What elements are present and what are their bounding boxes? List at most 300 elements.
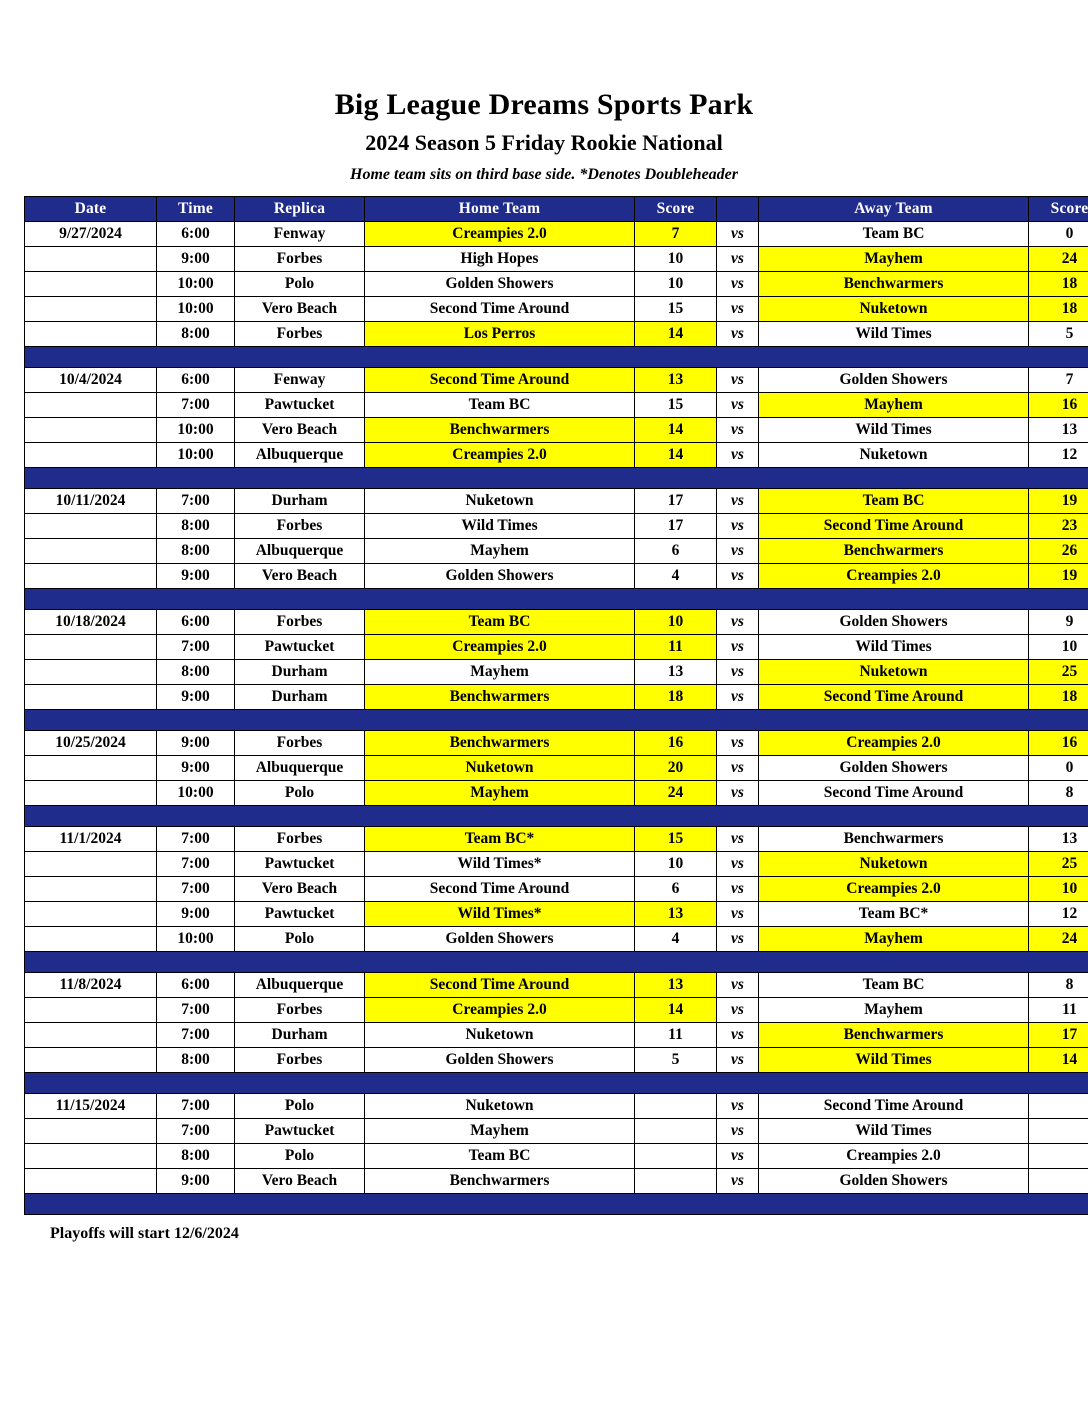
cell-away-team: Team BC [759, 222, 1029, 247]
table-row [25, 418, 1088, 443]
cell-away-team: Wild Times [759, 418, 1029, 443]
cell-away-team: Second Time Around [759, 514, 1029, 539]
cell-home-score: 11 [635, 1023, 717, 1048]
cell-date [25, 781, 157, 806]
cell-date: 11/15/2024 [25, 1094, 157, 1119]
table-row [25, 756, 1088, 781]
table-spacer-row [25, 1194, 1088, 1215]
cell-home-score: 10 [635, 247, 717, 272]
cell-replica: Vero Beach [235, 418, 365, 443]
cell-home-score: 13 [635, 902, 717, 927]
cell-home-team: Second Time Around [365, 973, 635, 998]
cell-away-team: Wild Times [759, 635, 1029, 660]
cell-home-score: 16 [635, 731, 717, 756]
cell-home-team: Team BC* [365, 827, 635, 852]
cell-vs: vs [717, 731, 759, 756]
cell-replica: Pawtucket [235, 902, 365, 927]
spacer-cell [25, 806, 1088, 827]
cell-home-score: 4 [635, 564, 717, 589]
cell-away-team: Golden Showers [759, 756, 1029, 781]
cell-home-score: 6 [635, 877, 717, 902]
cell-home-score: 13 [635, 973, 717, 998]
cell-replica: Albuquerque [235, 973, 365, 998]
cell-date [25, 247, 157, 272]
cell-home-score: 10 [635, 272, 717, 297]
table-row [25, 297, 1088, 322]
table-row [25, 973, 1088, 998]
cell-date [25, 443, 157, 468]
table-row [25, 927, 1088, 952]
table-row [25, 1119, 1088, 1144]
cell-away-team: Team BC [759, 489, 1029, 514]
table-row [25, 1048, 1088, 1073]
cell-date [25, 998, 157, 1023]
cell-time: 9:00 [157, 1169, 235, 1194]
cell-away-team: Benchwarmers [759, 1023, 1029, 1048]
cell-date [25, 564, 157, 589]
cell-away-team: Wild Times [759, 1119, 1029, 1144]
page-subtitle: 2024 Season 5 Friday Rookie National [365, 130, 723, 155]
cell-away-team: Second Time Around [759, 1094, 1029, 1119]
cell-away-score: 18 [1029, 297, 1088, 322]
cell-away-score: 17 [1029, 1023, 1088, 1048]
cell-replica: Polo [235, 272, 365, 297]
cell-away-score: 25 [1029, 852, 1088, 877]
cell-vs: vs [717, 998, 759, 1023]
cell-time: 8:00 [157, 322, 235, 347]
cell-home-score: 14 [635, 418, 717, 443]
cell-home-team: Creampies 2.0 [365, 443, 635, 468]
cell-time: 7:00 [157, 1023, 235, 1048]
cell-away-team: Creampies 2.0 [759, 1144, 1029, 1169]
table-spacer-row [25, 468, 1088, 489]
cell-vs: vs [717, 564, 759, 589]
cell-replica: Pawtucket [235, 1119, 365, 1144]
cell-away-team: Second Time Around [759, 781, 1029, 806]
column-header-date: Date [25, 197, 157, 222]
table-row [25, 877, 1088, 902]
cell-home-score: 15 [635, 297, 717, 322]
cell-away-score [1029, 1169, 1088, 1194]
table-row [25, 222, 1088, 247]
cell-home-score: 20 [635, 756, 717, 781]
cell-replica: Forbes [235, 610, 365, 635]
cell-away-score: 0 [1029, 756, 1088, 781]
cell-replica: Albuquerque [235, 756, 365, 781]
table-row [25, 322, 1088, 347]
cell-time: 7:00 [157, 635, 235, 660]
cell-home-score: 15 [635, 827, 717, 852]
cell-time: 10:00 [157, 927, 235, 952]
cell-time: 7:00 [157, 1094, 235, 1119]
cell-away-score: 19 [1029, 564, 1088, 589]
cell-time: 9:00 [157, 564, 235, 589]
cell-home-score: 6 [635, 539, 717, 564]
cell-home-team: Second Time Around [365, 877, 635, 902]
cell-away-score: 25 [1029, 660, 1088, 685]
table-row [25, 247, 1088, 272]
cell-away-team: Wild Times [759, 1048, 1029, 1073]
cell-replica: Durham [235, 489, 365, 514]
cell-vs: vs [717, 927, 759, 952]
cell-home-team: Second Time Around [365, 297, 635, 322]
table-row [25, 852, 1088, 877]
cell-away-score: 24 [1029, 927, 1088, 952]
cell-vs: vs [717, 1048, 759, 1073]
cell-away-team: Golden Showers [759, 368, 1029, 393]
cell-vs: vs [717, 902, 759, 927]
cell-home-score [635, 1169, 717, 1194]
cell-home-team: Nuketown [365, 1023, 635, 1048]
cell-vs: vs [717, 635, 759, 660]
cell-home-team: Benchwarmers [365, 685, 635, 710]
cell-home-score: 11 [635, 635, 717, 660]
cell-vs: vs [717, 1094, 759, 1119]
cell-home-score: 13 [635, 660, 717, 685]
cell-date [25, 877, 157, 902]
cell-away-score: 5 [1029, 322, 1088, 347]
cell-time: 6:00 [157, 973, 235, 998]
cell-home-team: Creampies 2.0 [365, 635, 635, 660]
cell-replica: Forbes [235, 1048, 365, 1073]
table-row [25, 1144, 1088, 1169]
cell-vs: vs [717, 297, 759, 322]
cell-replica: Fenway [235, 368, 365, 393]
cell-vs: vs [717, 443, 759, 468]
cell-away-score [1029, 1144, 1088, 1169]
cell-away-team: Benchwarmers [759, 827, 1029, 852]
cell-away-team: Mayhem [759, 998, 1029, 1023]
cell-vs: vs [717, 322, 759, 347]
cell-away-score: 18 [1029, 685, 1088, 710]
cell-home-team: Team BC [365, 1144, 635, 1169]
cell-date [25, 418, 157, 443]
cell-home-team: Mayhem [365, 1119, 635, 1144]
cell-home-team: Golden Showers [365, 564, 635, 589]
spacer-cell [25, 710, 1088, 731]
cell-vs: vs [717, 514, 759, 539]
cell-replica: Durham [235, 685, 365, 710]
cell-home-team: Wild Times* [365, 902, 635, 927]
cell-home-team: Wild Times [365, 514, 635, 539]
cell-time: 6:00 [157, 222, 235, 247]
cell-date [25, 1144, 157, 1169]
cell-away-team: Second Time Around [759, 685, 1029, 710]
cell-home-team: Golden Showers [365, 1048, 635, 1073]
cell-home-team: Benchwarmers [365, 418, 635, 443]
cell-time: 8:00 [157, 1144, 235, 1169]
cell-replica: Fenway [235, 222, 365, 247]
cell-replica: Forbes [235, 247, 365, 272]
cell-replica: Albuquerque [235, 539, 365, 564]
table-row [25, 1094, 1088, 1119]
cell-date [25, 272, 157, 297]
cell-date [25, 1023, 157, 1048]
cell-time: 7:00 [157, 1119, 235, 1144]
cell-replica: Polo [235, 1144, 365, 1169]
cell-replica: Vero Beach [235, 297, 365, 322]
cell-away-score: 23 [1029, 514, 1088, 539]
cell-date: 10/25/2024 [25, 731, 157, 756]
cell-home-score: 24 [635, 781, 717, 806]
table-row [25, 635, 1088, 660]
cell-away-score: 8 [1029, 973, 1088, 998]
column-header-time: Time [157, 197, 235, 222]
cell-home-score: 5 [635, 1048, 717, 1073]
cell-away-score: 7 [1029, 368, 1088, 393]
cell-away-team: Mayhem [759, 393, 1029, 418]
cell-time: 9:00 [157, 756, 235, 781]
column-header-away-score: Score [1029, 197, 1088, 222]
page-title: Big League Dreams Sports Park [334, 88, 754, 121]
cell-home-score [635, 1119, 717, 1144]
cell-time: 10:00 [157, 781, 235, 806]
cell-home-team: Creampies 2.0 [365, 998, 635, 1023]
table-header-row [25, 197, 1088, 222]
cell-home-team: Golden Showers [365, 927, 635, 952]
spacer-cell [25, 1194, 1088, 1215]
column-header-home-score: Score [635, 197, 717, 222]
cell-vs: vs [717, 1169, 759, 1194]
cell-date [25, 902, 157, 927]
spacer-cell [25, 952, 1088, 973]
table-row [25, 393, 1088, 418]
cell-home-team: Team BC [365, 393, 635, 418]
cell-replica: Pawtucket [235, 852, 365, 877]
cell-time: 10:00 [157, 272, 235, 297]
cell-home-team: Team BC [365, 610, 635, 635]
cell-time: 6:00 [157, 610, 235, 635]
cell-time: 7:00 [157, 877, 235, 902]
cell-time: 7:00 [157, 827, 235, 852]
cell-date [25, 514, 157, 539]
table-header [25, 197, 1088, 222]
table-row [25, 443, 1088, 468]
cell-away-team: Nuketown [759, 852, 1029, 877]
spacer-cell [25, 468, 1088, 489]
table-row [25, 489, 1088, 514]
cell-home-team: Mayhem [365, 539, 635, 564]
cell-home-score: 15 [635, 393, 717, 418]
cell-date [25, 1119, 157, 1144]
cell-home-team: Mayhem [365, 660, 635, 685]
cell-away-score: 13 [1029, 827, 1088, 852]
cell-replica: Durham [235, 660, 365, 685]
cell-away-team: Nuketown [759, 443, 1029, 468]
cell-home-team: Mayhem [365, 781, 635, 806]
table-spacer-row [25, 1073, 1088, 1094]
cell-vs: vs [717, 877, 759, 902]
cell-vs: vs [717, 247, 759, 272]
cell-vs: vs [717, 610, 759, 635]
cell-time: 8:00 [157, 660, 235, 685]
table-row [25, 564, 1088, 589]
cell-replica: Forbes [235, 998, 365, 1023]
cell-away-score: 14 [1029, 1048, 1088, 1073]
cell-time: 8:00 [157, 1048, 235, 1073]
cell-home-team: Creampies 2.0 [365, 222, 635, 247]
table-row [25, 1023, 1088, 1048]
table-row [25, 610, 1088, 635]
cell-home-team: Nuketown [365, 489, 635, 514]
spacer-cell [25, 347, 1088, 368]
cell-time: 10:00 [157, 443, 235, 468]
cell-vs: vs [717, 368, 759, 393]
cell-time: 6:00 [157, 368, 235, 393]
cell-away-team: Wild Times [759, 322, 1029, 347]
cell-away-score: 12 [1029, 443, 1088, 468]
cell-home-team: Nuketown [365, 756, 635, 781]
cell-vs: vs [717, 685, 759, 710]
cell-vs: vs [717, 973, 759, 998]
cell-vs: vs [717, 756, 759, 781]
cell-time: 7:00 [157, 489, 235, 514]
cell-away-score: 0 [1029, 222, 1088, 247]
cell-home-team: Second Time Around [365, 368, 635, 393]
cell-vs: vs [717, 489, 759, 514]
table-spacer-row [25, 806, 1088, 827]
cell-date [25, 852, 157, 877]
cell-time: 10:00 [157, 297, 235, 322]
cell-replica: Forbes [235, 514, 365, 539]
cell-home-score: 17 [635, 514, 717, 539]
cell-time: 7:00 [157, 998, 235, 1023]
cell-away-team: Creampies 2.0 [759, 564, 1029, 589]
cell-vs: vs [717, 781, 759, 806]
table-row [25, 272, 1088, 297]
cell-vs: vs [717, 852, 759, 877]
cell-home-team: Wild Times* [365, 852, 635, 877]
cell-home-score: 18 [635, 685, 717, 710]
cell-home-score: 10 [635, 852, 717, 877]
cell-away-score: 16 [1029, 393, 1088, 418]
table-row [25, 827, 1088, 852]
cell-vs: vs [717, 1119, 759, 1144]
cell-away-score: 26 [1029, 539, 1088, 564]
table-spacer-row [25, 710, 1088, 731]
cell-away-score: 19 [1029, 489, 1088, 514]
cell-away-team: Benchwarmers [759, 272, 1029, 297]
cell-away-score: 13 [1029, 418, 1088, 443]
cell-time: 10:00 [157, 418, 235, 443]
cell-date [25, 393, 157, 418]
spacer-cell [25, 589, 1088, 610]
cell-date: 9/27/2024 [25, 222, 157, 247]
cell-away-team: Creampies 2.0 [759, 731, 1029, 756]
page-note: Home team sits on third base side. *Denotes Doubleheader [350, 166, 738, 183]
cell-vs: vs [717, 418, 759, 443]
cell-date [25, 1169, 157, 1194]
table-row [25, 781, 1088, 806]
column-header-home-team: Home Team [365, 197, 635, 222]
cell-replica: Pawtucket [235, 393, 365, 418]
cell-replica: Forbes [235, 322, 365, 347]
cell-vs: vs [717, 393, 759, 418]
cell-home-team: Los Perros [365, 322, 635, 347]
cell-vs: vs [717, 660, 759, 685]
cell-vs: vs [717, 1023, 759, 1048]
cell-away-team: Benchwarmers [759, 539, 1029, 564]
cell-away-team: Golden Showers [759, 1169, 1029, 1194]
cell-away-score: 11 [1029, 998, 1088, 1023]
cell-home-score: 14 [635, 443, 717, 468]
cell-date: 11/8/2024 [25, 973, 157, 998]
cell-date [25, 756, 157, 781]
cell-away-team: Nuketown [759, 297, 1029, 322]
table-row [25, 731, 1088, 756]
cell-replica: Vero Beach [235, 877, 365, 902]
cell-away-score: 10 [1029, 877, 1088, 902]
cell-home-team: Benchwarmers [365, 731, 635, 756]
cell-away-score: 18 [1029, 272, 1088, 297]
cell-date: 10/18/2024 [25, 610, 157, 635]
cell-home-team: Nuketown [365, 1094, 635, 1119]
cell-home-score: 14 [635, 998, 717, 1023]
cell-away-score: 9 [1029, 610, 1088, 635]
cell-away-score: 24 [1029, 247, 1088, 272]
cell-time: 9:00 [157, 685, 235, 710]
cell-date [25, 660, 157, 685]
cell-away-team: Mayhem [759, 247, 1029, 272]
cell-replica: Albuquerque [235, 443, 365, 468]
cell-date [25, 1048, 157, 1073]
cell-home-score: 7 [635, 222, 717, 247]
cell-vs: vs [717, 1144, 759, 1169]
cell-date [25, 685, 157, 710]
cell-away-score: 16 [1029, 731, 1088, 756]
schedule-table [24, 196, 1088, 1215]
cell-home-score: 4 [635, 927, 717, 952]
cell-home-score [635, 1144, 717, 1169]
cell-replica: Vero Beach [235, 564, 365, 589]
table-spacer-row [25, 952, 1088, 973]
cell-away-team: Team BC [759, 973, 1029, 998]
cell-time: 7:00 [157, 393, 235, 418]
cell-home-team: Benchwarmers [365, 1169, 635, 1194]
cell-date: 11/1/2024 [25, 827, 157, 852]
cell-home-team: High Hopes [365, 247, 635, 272]
table-row [25, 660, 1088, 685]
cell-replica: Forbes [235, 827, 365, 852]
cell-vs: vs [717, 272, 759, 297]
column-header-away-team: Away Team [759, 197, 1029, 222]
cell-replica: Durham [235, 1023, 365, 1048]
table-spacer-row [25, 589, 1088, 610]
cell-vs: vs [717, 539, 759, 564]
table-row [25, 514, 1088, 539]
cell-away-team: Creampies 2.0 [759, 877, 1029, 902]
cell-time: 9:00 [157, 247, 235, 272]
cell-date [25, 635, 157, 660]
table-body [25, 222, 1088, 1215]
cell-away-score [1029, 1094, 1088, 1119]
cell-away-team: Team BC* [759, 902, 1029, 927]
cell-time: 8:00 [157, 514, 235, 539]
cell-home-score: 14 [635, 322, 717, 347]
cell-home-score: 13 [635, 368, 717, 393]
cell-replica: Polo [235, 927, 365, 952]
cell-replica: Forbes [235, 731, 365, 756]
column-header-replica: Replica [235, 197, 365, 222]
spacer-cell [25, 1073, 1088, 1094]
cell-home-score [635, 1094, 717, 1119]
cell-home-score: 17 [635, 489, 717, 514]
cell-replica: Polo [235, 781, 365, 806]
cell-vs: vs [717, 222, 759, 247]
table-row [25, 998, 1088, 1023]
cell-away-score: 12 [1029, 902, 1088, 927]
table-row [25, 539, 1088, 564]
